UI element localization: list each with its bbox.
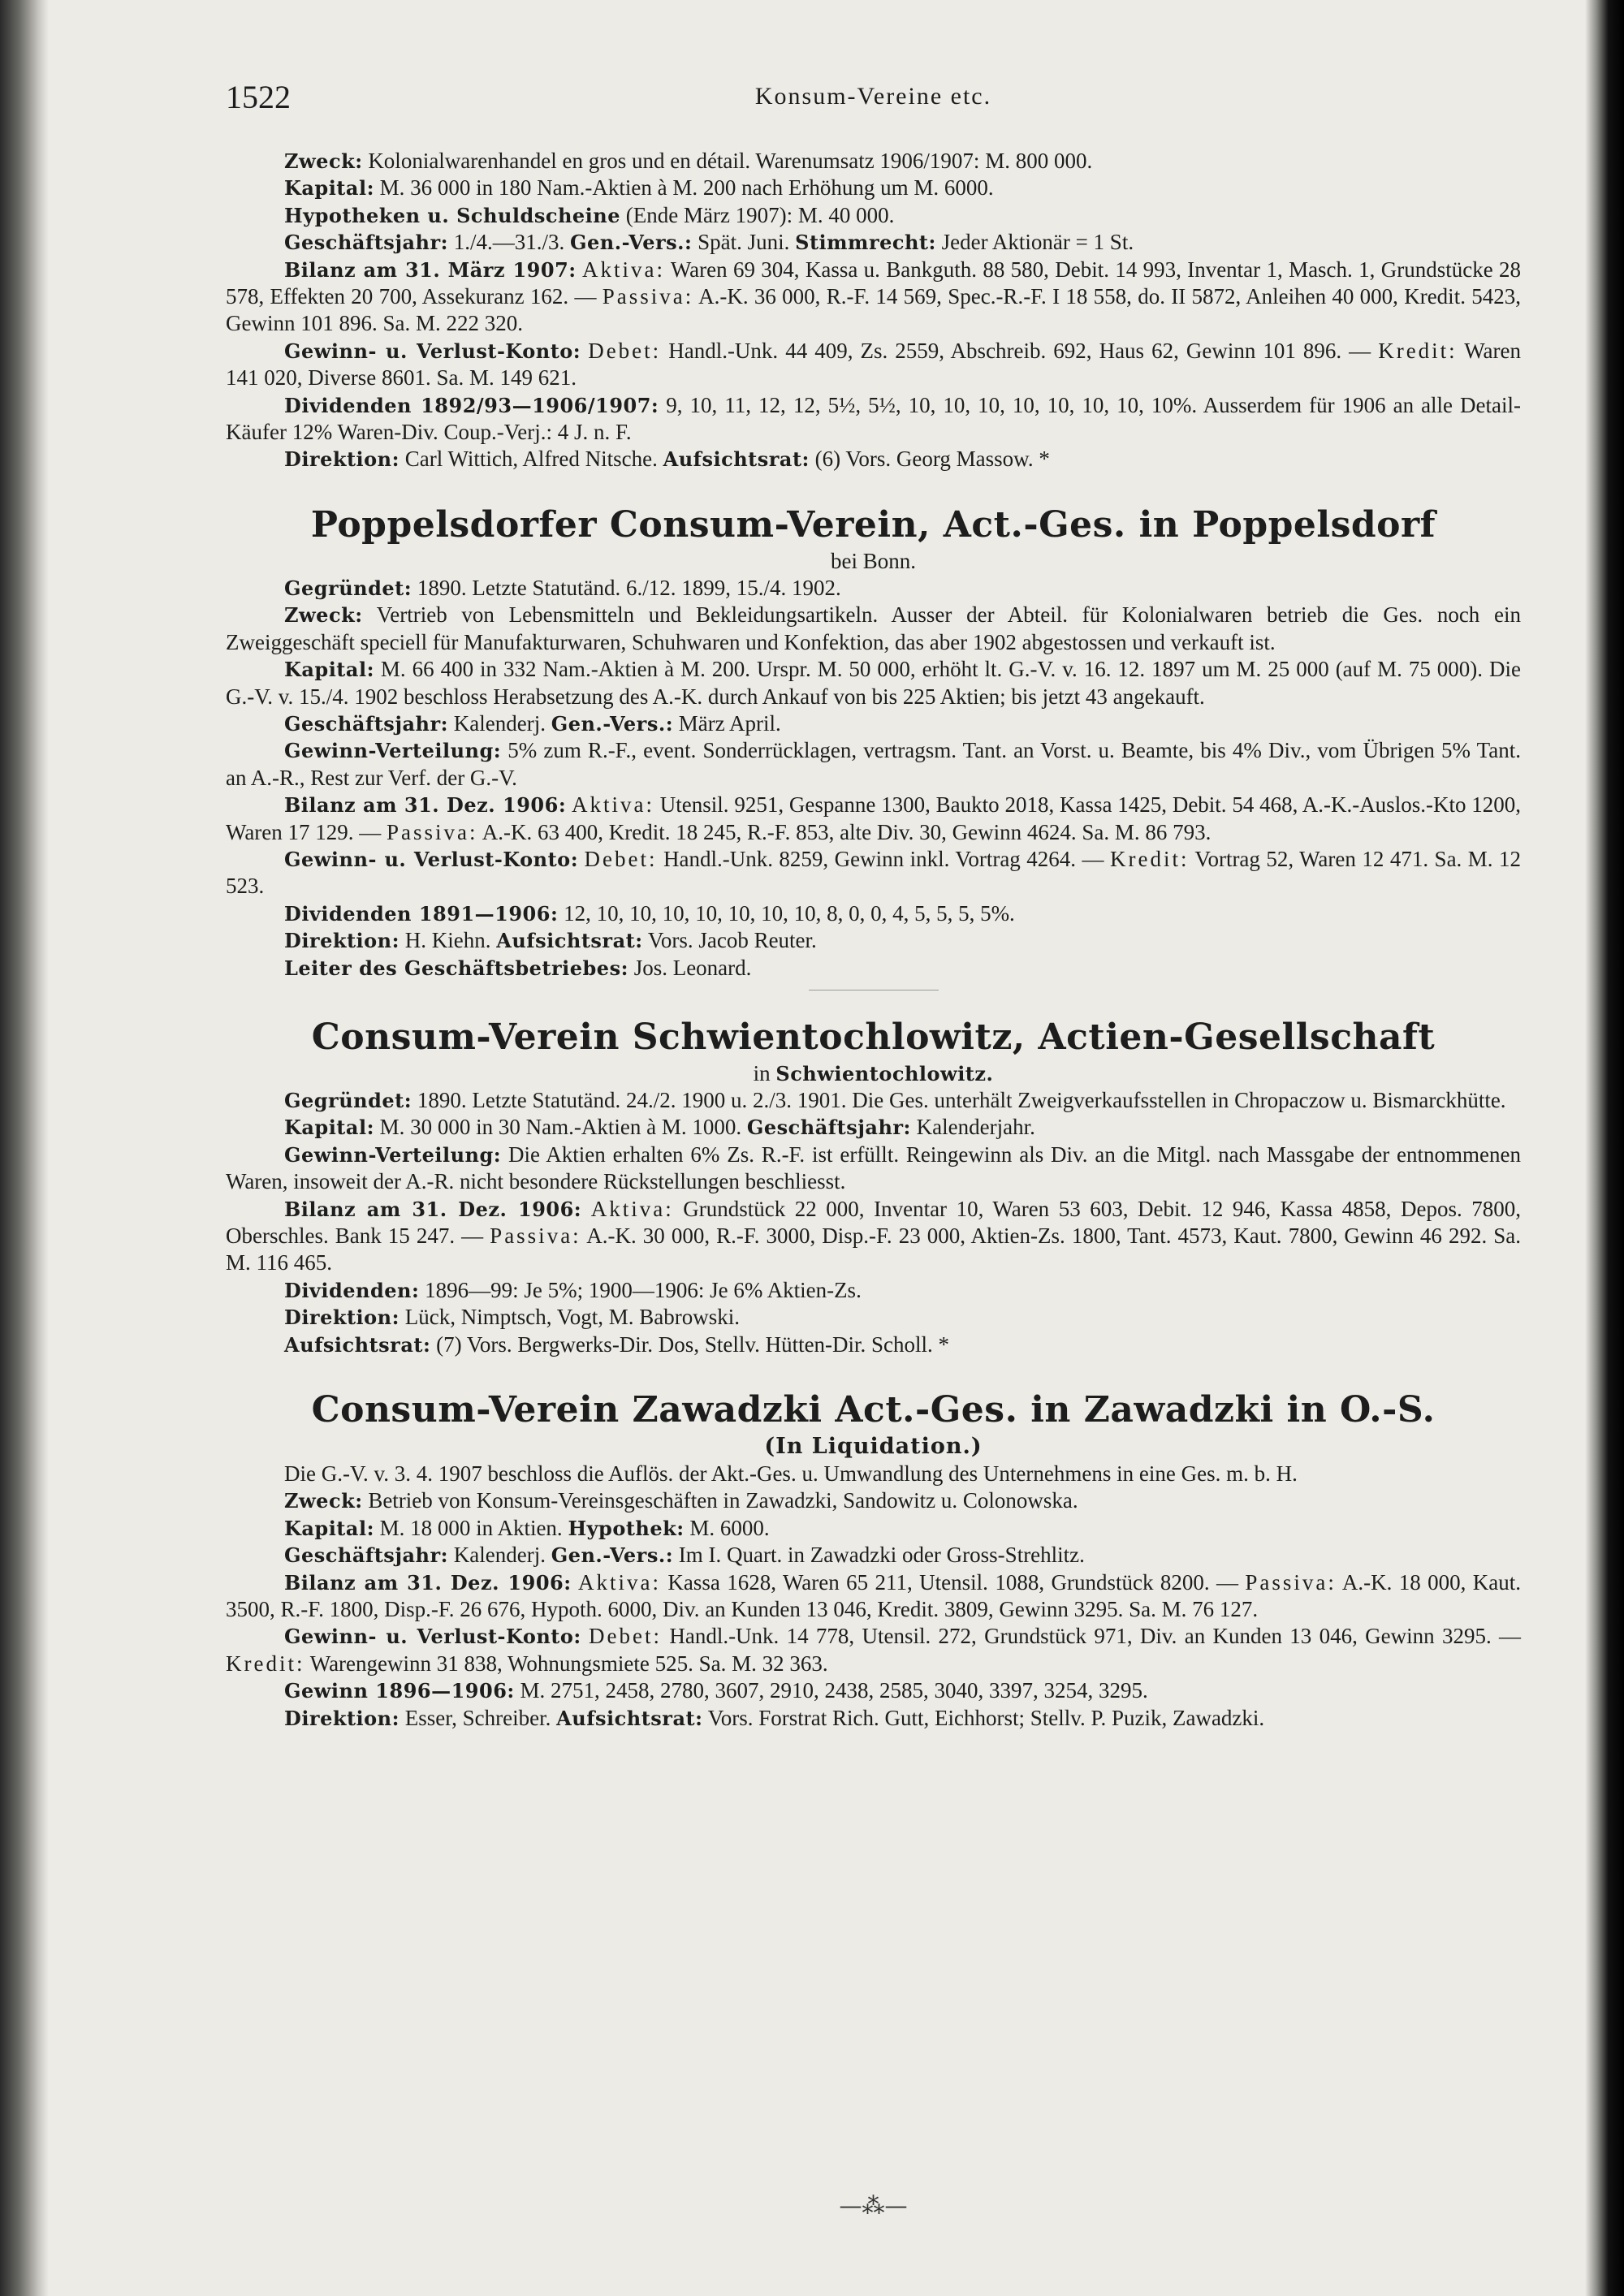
text: A.-K. 18 000, Kaut. 3500, R.-F. 1800, Disp.-F. 26 676, Hypoth. 6000, Div. an Kunden 13 046, Kredit. 3809, Gewinn 3295. Sa. M. 76 127. xyxy=(226,1569,1522,1622)
text: M. 30 000 in 30 Nam.-Aktien à M. 1000. xyxy=(374,1115,747,1140)
text: A.-K. 63 400, Kredit. 18 245, R.-F. 853, alte Div. 30, Gewinn 4624. Sa. M. 86 793. xyxy=(477,819,1212,844)
text: Waren 69 304, Kassa u. Bankguth. 88 580, Debit. 14 993, Inventar 1, Masch. 1, Grundstücke 28 578, Effekten 20 700, Assekuranz 162. — xyxy=(226,257,1522,309)
passiva-label: Passiva: xyxy=(387,819,478,844)
text: 1./4.—31./3. xyxy=(448,230,571,255)
zweck-paragraph xyxy=(226,1487,1521,1514)
label: Gegründet: xyxy=(284,576,412,600)
entry-title: Poppelsdorfer Consum-Verein, Act.-Ges. in Poppelsdorf xyxy=(310,503,1436,546)
direktion-paragraph xyxy=(226,927,1521,954)
text: Betrieb von Konsum-Vereinsgeschäften in Zawadzki, Sandowitz u. Colonowska. xyxy=(362,1488,1078,1513)
entry-poppelsdorf xyxy=(226,503,1521,990)
bilanz-paragraph xyxy=(226,1569,1521,1624)
kredit-label: Kredit: xyxy=(226,1651,305,1676)
entry-subtitle: (In Liquidation.) xyxy=(764,1434,983,1460)
label: Aufsichtsrat: xyxy=(496,929,643,953)
guv-paragraph xyxy=(226,338,1521,392)
label: Hypotheken u. Schuldscheine xyxy=(284,203,620,227)
text: (Ende März 1907): M. 40 000. xyxy=(620,202,895,227)
bilanz-paragraph xyxy=(226,1196,1521,1277)
aktiva-label: Aktiva: xyxy=(571,792,654,818)
running-title: Konsum-Vereine etc. xyxy=(754,83,992,110)
text: Warengewinn 31 838, Wohnungsmiete 525. Sa. M. 32 363. xyxy=(304,1651,828,1676)
label: Gegründet: xyxy=(284,1088,412,1112)
label: Direktion: xyxy=(284,1306,400,1330)
direktion-paragraph xyxy=(226,1304,1521,1331)
text: 9, 10, 11, 12, 12, 5½, 5½, 10, 10, 10, 10, 10, 10, 10, 10%. Ausserdem für 1906 an alle Detail-Käufer 12% Waren-Div. Coup.-Verj.: 4 J. n. F. xyxy=(226,392,1522,445)
label: Aufsichtsrat: xyxy=(556,1706,703,1730)
text: 1896—99: Je 5%; 1900—1906: Je 6% Aktien-Zs. xyxy=(419,1277,862,1302)
subtitle-place: Schwientochlowitz. xyxy=(775,1061,994,1085)
kapital-paragraph xyxy=(226,1114,1521,1141)
entry-continued xyxy=(226,148,1521,473)
label: Kapital: xyxy=(284,1516,374,1540)
scan-page-edge xyxy=(1585,0,1624,2296)
text: 12, 10, 10, 10, 10, 10, 10, 10, 8, 0, 0, 4, 5, 5, 5, 5%. xyxy=(558,900,1015,926)
label: Bilanz am 31. März 1907: xyxy=(284,257,577,282)
kapital-paragraph xyxy=(226,1515,1521,1542)
text: Kalenderjahr. xyxy=(910,1115,1035,1140)
text: Handl.-Unk. 8259, Gewinn inkl. Vortrag 4264. — xyxy=(657,846,1110,871)
running-header xyxy=(226,78,1521,119)
gewinn-paragraph xyxy=(226,1677,1521,1704)
kredit-label: Kredit: xyxy=(1378,338,1458,363)
aktiva-label: Aktiva: xyxy=(590,1196,674,1221)
bilanz-paragraph xyxy=(226,792,1521,846)
ornament-divider: —⁂— xyxy=(839,2192,908,2219)
geschaeftsjahr-paragraph xyxy=(226,710,1521,737)
label: Gewinn 1896—1906: xyxy=(284,1679,515,1703)
direktion-paragraph xyxy=(226,446,1521,473)
label: Hypothek: xyxy=(568,1516,685,1540)
text: März April. xyxy=(673,710,781,736)
text: M. 36 000 in 180 Nam.-Aktien à M. 200 nach Erhöhung um M. 6000. xyxy=(374,175,994,201)
label: Gewinn- u. Verlust-Konto: xyxy=(284,847,579,871)
label: Geschäftsjahr: xyxy=(284,231,448,255)
bilanz-paragraph xyxy=(226,257,1521,338)
geschaeftsjahr-paragraph xyxy=(226,1542,1521,1569)
label: Dividenden 1892/93—1906/1907: xyxy=(284,393,659,417)
entry-zawadzki xyxy=(226,1388,1521,1732)
gegruendet-paragraph xyxy=(226,575,1521,602)
text: Vortrag 52, Waren 12 471. Sa. M. 12 523. xyxy=(226,846,1521,899)
text: A.-K. 30 000, R.-F. 3000, Disp.-F. 23 000, Aktien-Zs. 1800, Tant. 4573, Kaut. 7800, Gewinn 46 292. Sa. M. 116 465. xyxy=(226,1224,1521,1275)
aktiva-label: Aktiva: xyxy=(578,1569,661,1595)
label: Gewinn-Verteilung: xyxy=(284,739,502,763)
guv-paragraph xyxy=(226,1623,1521,1677)
text: 1890. Letzte Statutänd. 6./12. 1899, 15./4. 1902. xyxy=(412,575,841,600)
text: Vors. Jacob Reuter. xyxy=(642,928,817,953)
label: Geschäftsjahr: xyxy=(746,1116,911,1140)
label: Leiter des Geschäftsbetriebes: xyxy=(284,956,628,980)
subtitle-prefix: in xyxy=(753,1060,776,1085)
text: (7) Vors. Bergwerks-Dir. Dos, Stellv. Hütten-Dir. Scholl. * xyxy=(430,1331,950,1357)
text: Spät. Juni. xyxy=(692,230,796,255)
scan-binding-edge xyxy=(0,0,49,2296)
page-number: 1522 xyxy=(226,79,291,115)
text: M. 2751, 2458, 2780, 3607, 2910, 2438, 2585, 3040, 3397, 3254, 3295. xyxy=(514,1678,1148,1703)
text: M. 6000. xyxy=(684,1515,770,1540)
debet-label: Debet: xyxy=(588,338,662,363)
label: Zweck: xyxy=(284,149,363,173)
entry-title: Consum-Verein Zawadzki Act.-Ges. in Zawadzki in O.-S. xyxy=(311,1389,1436,1431)
text: Utensil. 9251, Gespanne 1300, Baukto 2018, Kassa 1425, Debit. 54 468, A.-K.-Auslos.-Kto 1200, Waren 17 129. — xyxy=(226,792,1521,844)
aufsichtsrat-paragraph xyxy=(226,1331,1521,1358)
passiva-label: Passiva: xyxy=(1245,1569,1337,1595)
direktion-paragraph xyxy=(226,1705,1521,1732)
text: Kalenderj. xyxy=(448,1543,551,1568)
text: Jos. Leonard. xyxy=(628,955,752,980)
text: Carl Wittich, Alfred Nitsche. xyxy=(400,447,663,472)
label: Dividenden: xyxy=(284,1278,420,1302)
label: Kapital: xyxy=(284,1116,374,1140)
label: Direktion: xyxy=(284,1706,400,1730)
dividenden-paragraph xyxy=(226,1277,1521,1304)
text: Lück, Nimptsch, Vogt, M. Babrowski. xyxy=(400,1305,741,1330)
label: Gewinn- u. Verlust-Konto: xyxy=(284,1625,581,1649)
passiva-label: Passiva: xyxy=(490,1224,581,1248)
gewinn-verteilung-paragraph xyxy=(226,1142,1521,1196)
geschaeftsjahr-paragraph xyxy=(226,229,1521,256)
label: Geschäftsjahr: xyxy=(284,711,448,736)
text: Handl.-Unk. 44 409, Zs. 2559, Abschreib. 692, Haus 62, Gewinn 101 896. — xyxy=(661,338,1379,363)
entry-schwientochlowitz xyxy=(226,1015,1521,1358)
label: Gen.-Vers.: xyxy=(551,711,674,736)
gegruendet-paragraph xyxy=(226,1087,1521,1114)
dividenden-paragraph xyxy=(226,392,1521,447)
text: Kolonialwarenhandel en gros und en détail. Warenumsatz 1906/1907: M. 800 000. xyxy=(362,149,1093,173)
text: M. 66 400 in 332 Nam.-Aktien à M. 200. Urspr. M. 50 000, erhöht lt. G.-V. v. 16. 12. 1897 um M. 25 000 (auf M. 75 000). Die G.-V. v. 15./4. 1902 beschloss Herabsetzung des A.-K. durch Ankauf von bis 225 Aktien; bis jetzt 43 angekauft. xyxy=(226,657,1521,709)
entry-subtitle: bei Bonn. xyxy=(831,548,916,573)
passiva-label: Passiva: xyxy=(602,284,694,309)
text: M. 18 000 in Aktien. xyxy=(374,1515,568,1540)
text: Vors. Forstrat Rich. Gutt, Eichhorst; Stellv. P. Puzik, Zawadzki. xyxy=(702,1705,1265,1730)
label: Zweck: xyxy=(284,1489,363,1513)
label: Bilanz am 31. Dez. 1906: xyxy=(284,793,567,818)
label: Gen.-Vers.: xyxy=(570,231,693,255)
text: 1890. Letzte Statutänd. 24./2. 1900 u. 2./3. 1901. Die Ges. unterhält Zweigverkaufsstellen in Chropaczow u. Bismarckhütte. xyxy=(412,1087,1506,1112)
label: Bilanz am 31. Dez. 1906: xyxy=(284,1570,572,1595)
entry-subtitle xyxy=(226,1060,1521,1087)
debet-label: Debet: xyxy=(589,1624,663,1649)
kapital-paragraph xyxy=(226,175,1521,201)
entry-title: Consum-Verein Schwientochlowitz, Actien-Gesellschaft xyxy=(311,1016,1436,1058)
dividenden-paragraph xyxy=(226,900,1521,927)
text: Handl.-Unk. 14 778, Utensil. 272, Grundstück 971, Div. an Kunden 13 046, Gewinn 3295. — xyxy=(662,1624,1521,1649)
label: Kapital: xyxy=(284,658,374,682)
label: Bilanz am 31. Dez. 1906: xyxy=(284,1197,582,1221)
label: Geschäftsjahr: xyxy=(284,1543,448,1568)
zweck-paragraph xyxy=(226,602,1521,656)
text: Kalenderj. xyxy=(448,710,551,736)
text: Vertrieb von Lebensmitteln und Bekleidungsartikeln. Ausser der Abteil. für Kolonialwaren betrieb die Ges. noch ein Zweiggeschäft speciell für Manufakturwaren, Schuhwaren und Konfektion, das aber 1902 abgestossen und verkauft ist. xyxy=(226,602,1521,654)
label: Aufsichtsrat: xyxy=(284,1332,431,1357)
label: Direktion: xyxy=(284,929,400,953)
zweck-paragraph xyxy=(226,148,1521,175)
text: Esser, Schreiber. xyxy=(400,1705,557,1730)
text: 5% zum R.-F., event. Sonderrücklagen, vertragsm. Tant. an Vorst. u. Beamte, bis 4% Div., vom Übrigen 5% Tant. an A.-R., Rest zur Verf. der G.-V. xyxy=(226,738,1521,790)
label: Direktion: xyxy=(284,447,400,472)
kredit-label: Kredit: xyxy=(1109,846,1190,871)
text: Die Aktien erhalten 6% Zs. R.-F. ist erfüllt. Reingewinn als Div. an die Mitgl. nach Massgabe der entnommenen Waren, insoweit der A.-R. nicht besondere Rückstellungen beschliesst. xyxy=(226,1142,1521,1194)
kapital-paragraph xyxy=(226,656,1521,710)
page-content xyxy=(226,148,1521,1732)
label: Dividenden 1891—1906: xyxy=(284,901,559,926)
intro-paragraph: Die G.-V. v. 3. 4. 1907 beschloss die Auflös. der Akt.-Ges. u. Umwandlung des Unternehmens in eine Ges. m. b. H. xyxy=(284,1461,1298,1487)
label: Stimmrecht: xyxy=(795,231,936,255)
text: (6) Vors. Georg Massow. * xyxy=(809,447,1050,472)
text: Waren 141 020, Diverse 8601. Sa. M. 149 621. xyxy=(226,338,1522,391)
label: Gewinn- u. Verlust-Konto: xyxy=(284,339,581,363)
debet-label: Debet: xyxy=(584,846,658,871)
text: Jeder Aktionär = 1 St. xyxy=(935,230,1134,255)
text: Im I. Quart. in Zawadzki oder Gross-Strehlitz. xyxy=(673,1543,1085,1568)
label: Kapital: xyxy=(284,176,374,201)
aktiva-label: Aktiva: xyxy=(581,257,665,282)
page xyxy=(226,0,1521,2296)
label: Zweck: xyxy=(284,603,363,628)
guv-paragraph xyxy=(226,846,1521,900)
text: H. Kiehn. xyxy=(400,928,497,953)
text: Grundstück 22 000, Inventar 10, Waren 53 603, Debit. 12 946, Kassa 4858, Depos. 7800, Oberschles. Bank 15 247. — xyxy=(226,1196,1521,1248)
hypotheken-paragraph xyxy=(226,202,1521,229)
leiter-paragraph xyxy=(226,955,1521,982)
label: Aufsichtsrat: xyxy=(663,447,810,472)
label: Gewinn-Verteilung: xyxy=(284,1142,502,1167)
text: A.-K. 36 000, R.-F. 14 569, Spec.-R.-F. I 18 558, do. II 5872, Anleihen 40 000, Kredit. 5423, Gewinn 101 896. Sa. M. 222 320. xyxy=(226,284,1521,336)
label: Gen.-Vers.: xyxy=(551,1543,674,1568)
gewinn-verteilung-paragraph xyxy=(226,737,1521,792)
text: Kassa 1628, Waren 65 211, Utensil. 1088, Grundstück 8200. — xyxy=(661,1569,1246,1595)
